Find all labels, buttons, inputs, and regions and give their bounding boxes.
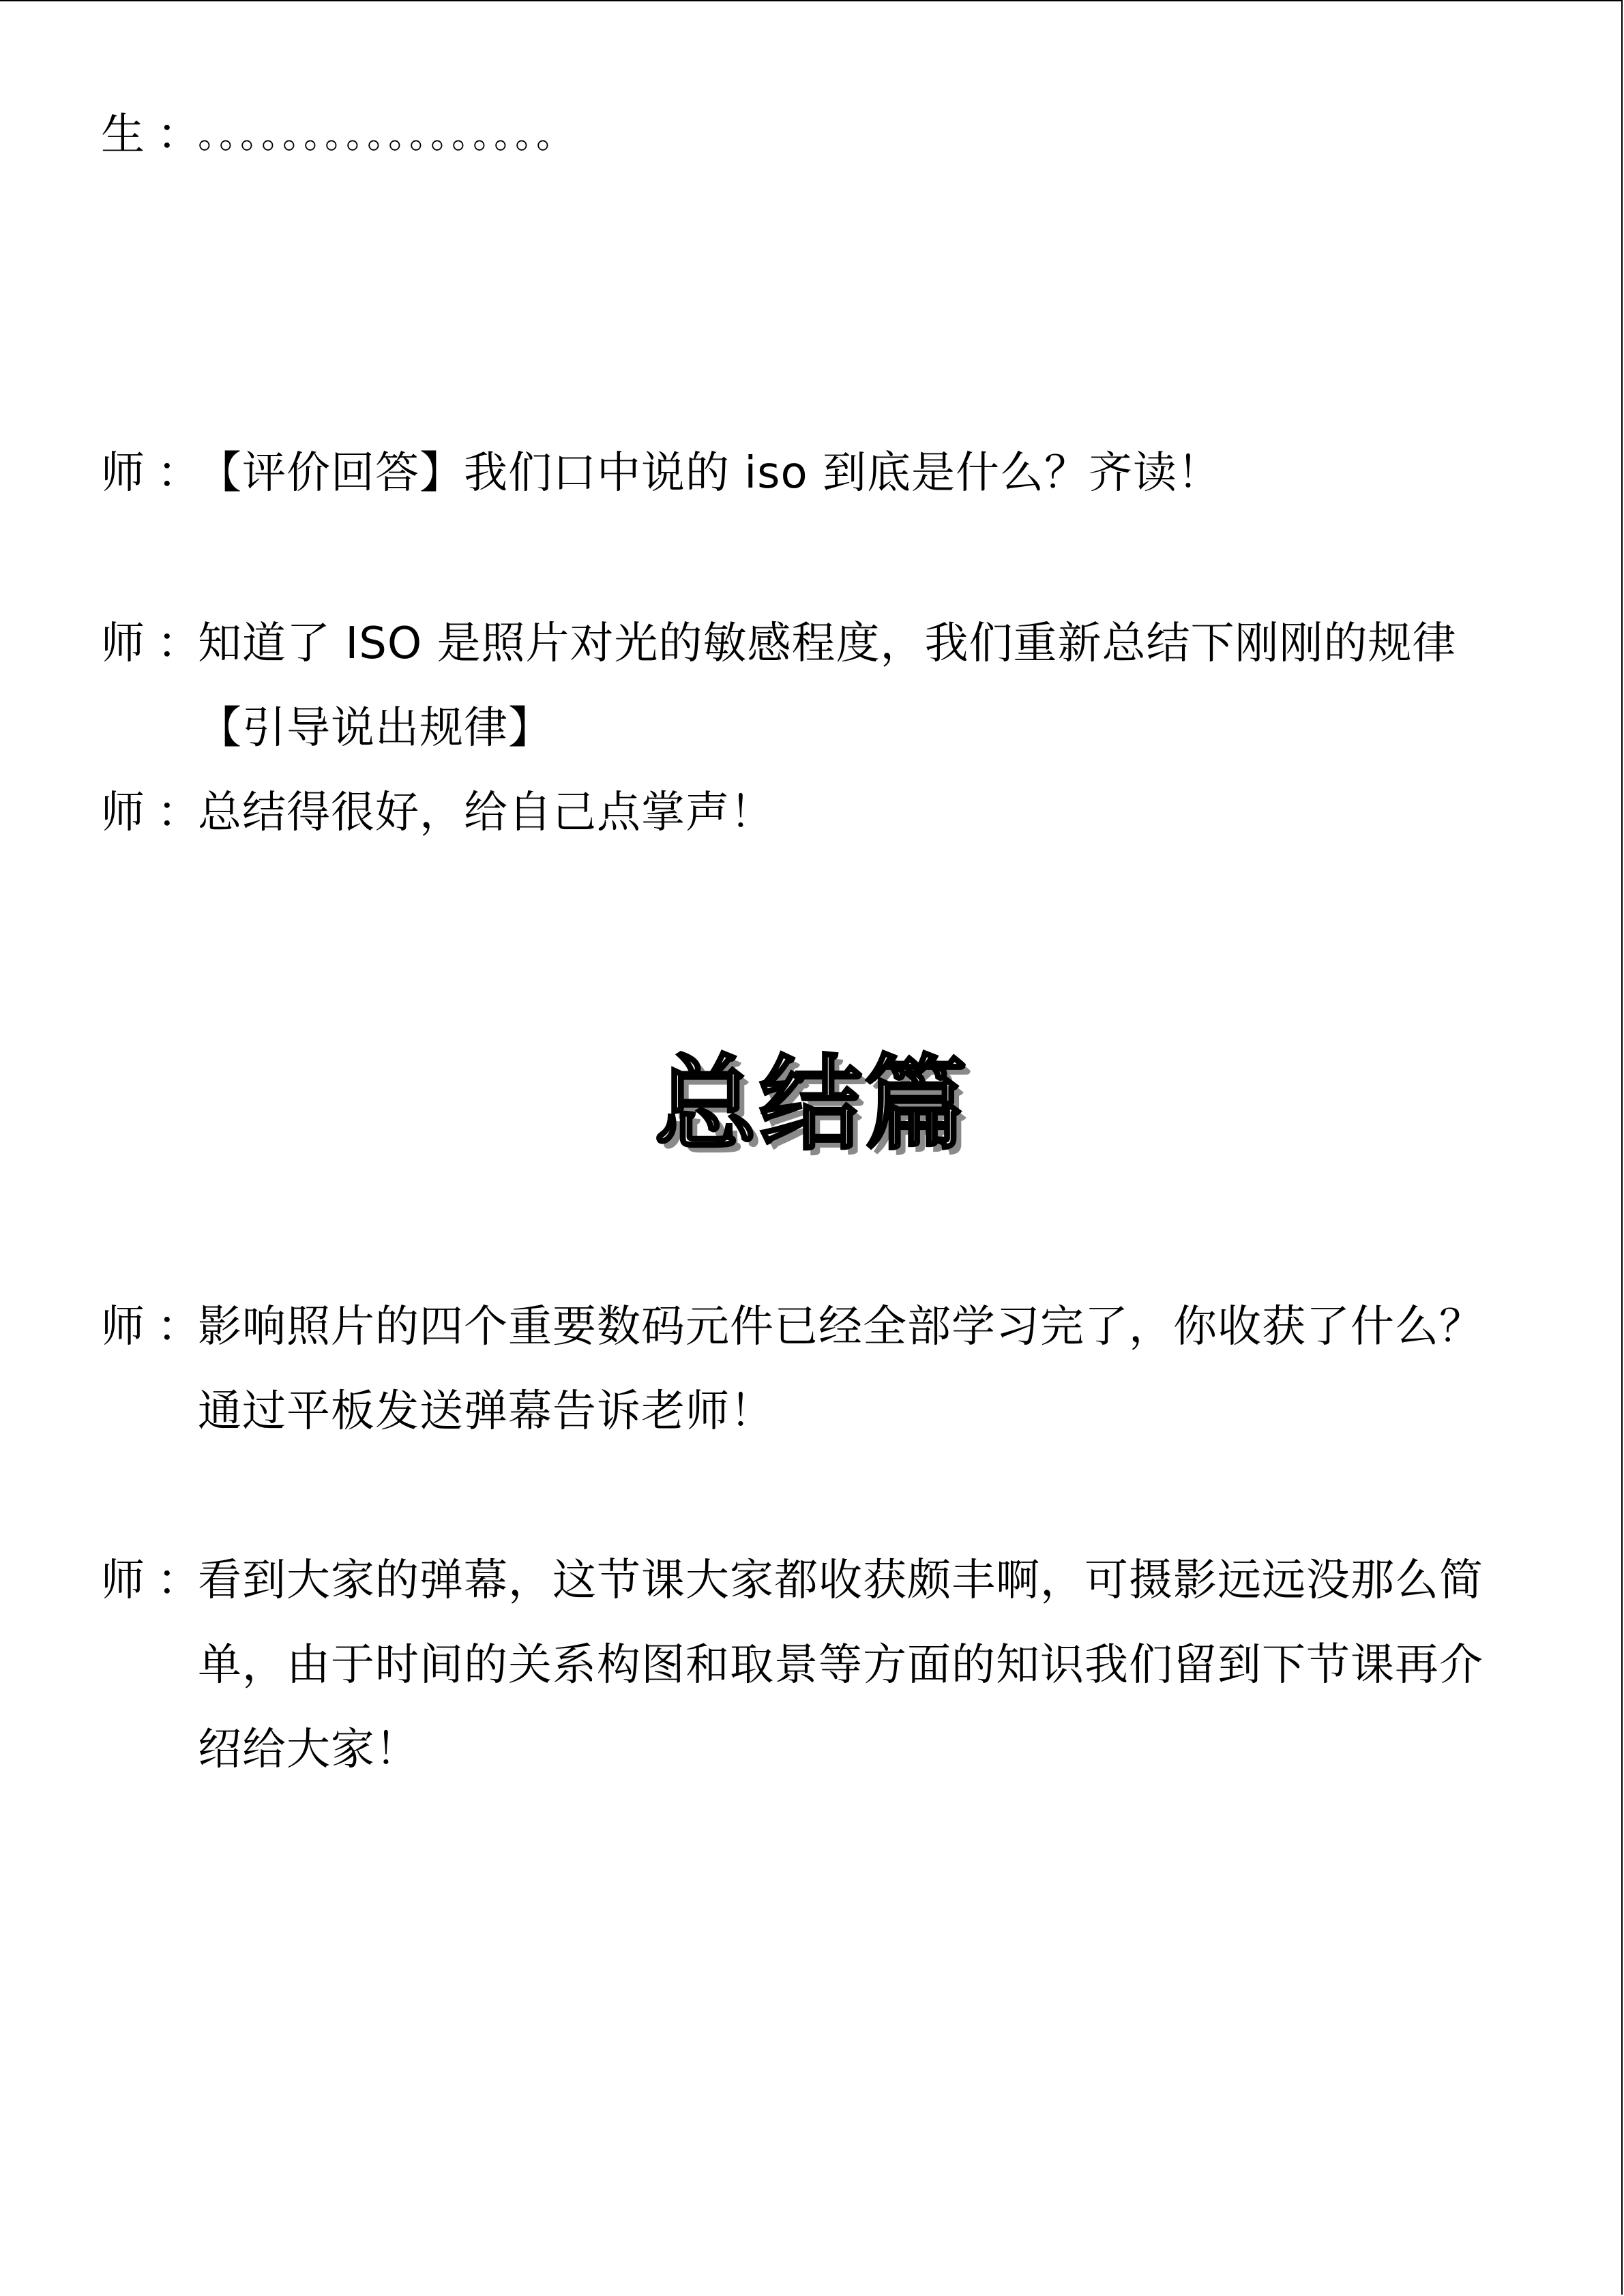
- section-title: 总结篇: [654, 1045, 970, 1164]
- speaker-colon: ：: [157, 448, 201, 498]
- dialogue-line-teacher: [101, 771, 1526, 855]
- dialogue-line-teacher: [101, 1285, 1526, 1454]
- dialogue-text: 总结得很好，给自己点掌声！: [198, 788, 774, 838]
- speaker-label: 师: [101, 788, 145, 838]
- speaker-label: 师: [101, 448, 145, 498]
- dialogue-line-teacher: [101, 1538, 1526, 1792]
- dialogue-text: 。。。。。。。。。。。。。。。。。: [198, 113, 576, 156]
- speaker-colon: ：: [157, 788, 201, 838]
- dialogue-text: 影响照片的四个重要数码元件已经全部学习完了，你收获了什么？通过平板发送弹幕告诉老师！: [198, 1302, 1483, 1437]
- speaker-colon: ：: [157, 1555, 201, 1606]
- speaker-colon: ：: [157, 618, 201, 669]
- dialogue-line-teacher: [101, 431, 1526, 516]
- dialogue-text: 看到大家的弹幕，这节课大家都收获颇丰啊，可摄影远远没那么简单，由于时间的关系构图和取景等方面的知识我们留到下节课再介绍给大家！: [198, 1555, 1483, 1775]
- speaker-colon: ：: [157, 110, 201, 160]
- speaker-label: 师: [101, 1555, 145, 1606]
- speaker-colon: ：: [157, 1302, 201, 1352]
- dialogue-line-student: [101, 93, 1526, 177]
- speaker-label: 师: [101, 1302, 145, 1352]
- dialogue-line-teacher: [101, 601, 1526, 771]
- speaker-label: 师: [101, 618, 145, 669]
- dialogue-text: 【评价回答】我们口中说的 iso 到底是什么？齐读！: [198, 448, 1222, 498]
- speaker-label: 生: [101, 110, 145, 160]
- dialogue-text: 知道了 ISO 是照片对光的敏感程度，我们重新总结下刚刚的规律【引导说出规律】: [198, 618, 1457, 754]
